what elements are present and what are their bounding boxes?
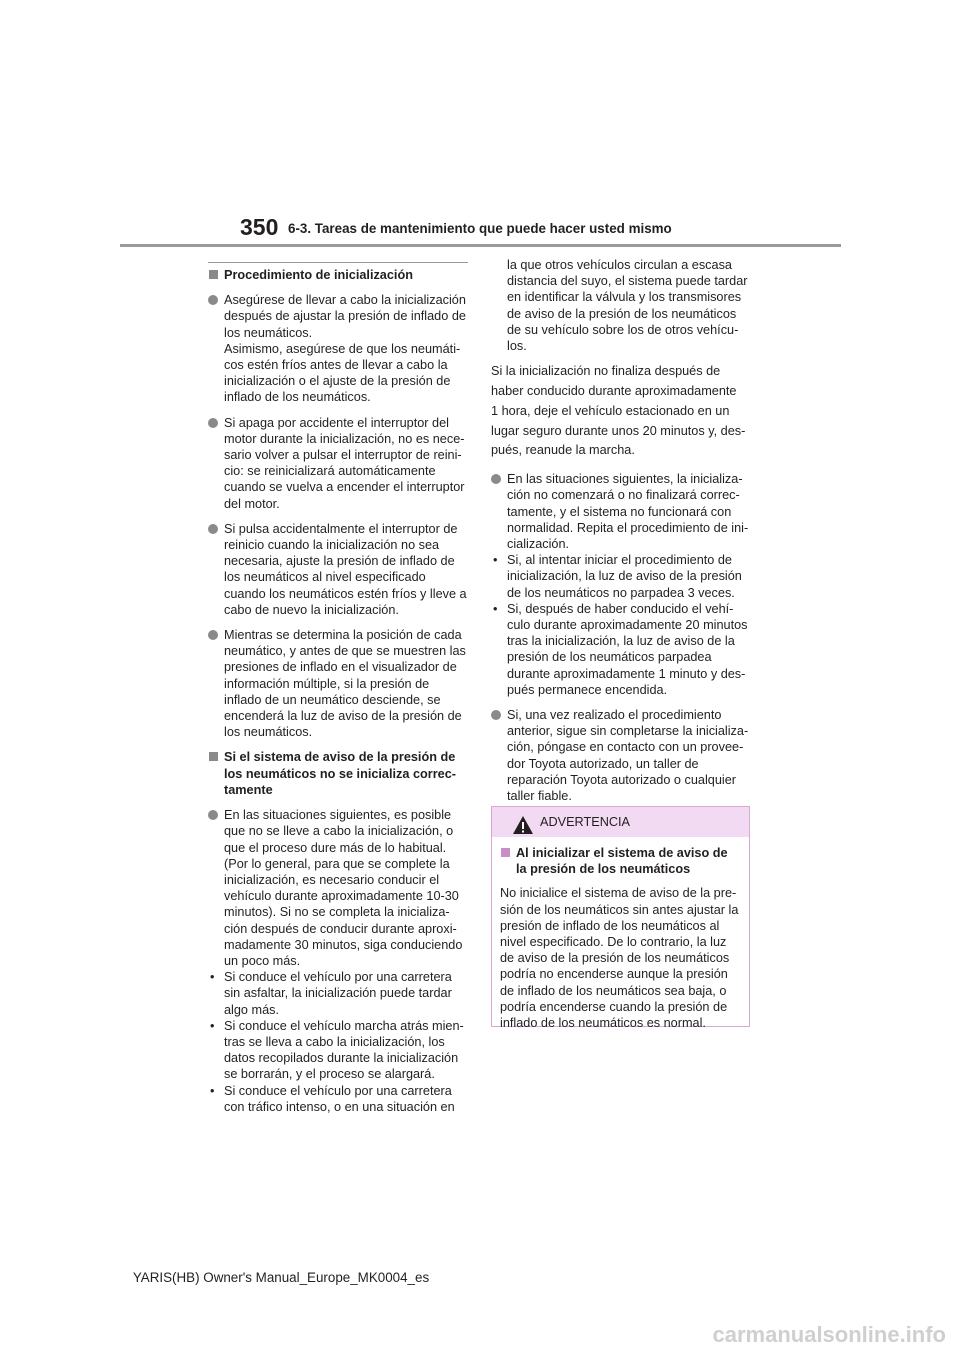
- plain-paragraph: Si la inicialización no finaliza después de haber conducido durante aproximadamente 1 hora, deje el vehículo estacionado en un lugar seguro durante unos 20 minutos y, des- pués, reanude la marcha.: [491, 364, 746, 458]
- bullet-item: Mientras se determina la posición de cada neumático, y antes de que se muestren las presiones de inflado en el visualizador de información múltiple, si la presión de inflado de un neumático desciende, se encenderá la luz de aviso de la presión de los neumáticos.: [208, 627, 470, 740]
- round-bullet-icon: [208, 418, 218, 428]
- sub-bullet-item: • Si, después de haber conducido el vehí-culo durante aproximadamente 20 minutos tras la inicialización, la luz de aviso de la presión de los neumáticos parpadea durante aproximadamente 1 minuto y des-pués permanece encendida.: [493, 601, 748, 697]
- header-rule: [120, 244, 841, 247]
- warning-title: ADVERTENCIA: [540, 815, 631, 829]
- footer-text: YARIS(HB) Owner's Manual_Europe_MK0004_es: [132, 1270, 430, 1285]
- bullet-item: En las situaciones siguientes, la inicializa-ción no comenzará o no finalizará correc-tamente, y el sistema no funcionará con normalidad. Repita el procedimiento de ini-cialización.: [491, 471, 753, 552]
- sub-bullet-item: • Si conduce el vehículo marcha atrás mien-tras se lleva a cabo la inicialización, los datos recopilados durante la inicialización se borrarán, y el proceso se alargará.: [210, 1018, 464, 1082]
- sub-bullet-item: • Si conduce el vehículo por una carretera sin asfaltar, la inicialización puede tardar algo más.: [210, 970, 452, 1017]
- round-bullet-icon: [208, 295, 218, 305]
- bullet-item: Asegúrese de llevar a cabo la inicialización después de ajustar la presión de inflado de los neumáticos. Asimismo, asegúrese de que los neumáti-cos estén fríos antes de llevar a cabo la inicialización o el ajuste de la presión de inflado de los neumáticos.: [208, 292, 470, 405]
- square-bullet-icon: [501, 848, 510, 857]
- square-bullet-icon: [209, 270, 218, 279]
- round-bullet-icon: [491, 710, 501, 720]
- round-bullet-icon: [491, 474, 501, 484]
- heading-not-initialized: Si el sistema de aviso de la presión de los neumáticos no se inicializa correc-tamente: [208, 749, 470, 798]
- bullet-item: Si, una vez realizado el procedimiento anterior, sigue sin completarse la inicializa-ción, póngase en contacto con un provee-dor Toyota autorizado, un taller de reparación Toyota autorizado o cualquier taller fiable.: [491, 707, 753, 804]
- section-title: 6-3. Tareas de mantenimiento que puede hacer usted mismo: [288, 221, 672, 236]
- bullet-item: Si apaga por accidente el interruptor del motor durante la inicialización, no es nece-sario volver a pulsar el interruptor de reini-cio: se reinicializará automáticamente cuando se vuelva a encender el interruptor del motor.: [208, 415, 470, 512]
- heading-initialization: Procedimiento de inicialización: [208, 267, 470, 283]
- warning-body: [492, 837, 749, 1031]
- bullet-item: En las situaciones siguientes, es posible que no se lleve a cabo la inicialización, o que el proceso dure más de lo habitual. (Por lo general, para que se complete la inicialización, es necesario conducir el vehículo durante aproximadamente 10-30 minutos). Si no se completa la inicializa-ción después de conducir durante aproxi-madamente 30 minutos, siga conduciendo un poco más.: [208, 807, 470, 969]
- bullet-item: Si pulsa accidentalmente el interruptor de reinicio cuando la inicialización no sea necesaria, ajuste la presión de inflado de los neumáticos al nivel especificado cuando los neumáticos estén fríos y lleve a cabo de nuevo la inicialización.: [208, 521, 470, 618]
- sub-bullet-continuation: la que otros vehículos circulan a escasa distancia del suyo, el sistema puede tardar en identificar la válvula y los transmisores de aviso de la presión de los neumáticos de su vehículo sobre los de otros vehícu-los.: [507, 258, 748, 354]
- left-column: [208, 267, 470, 1115]
- round-bullet-icon: [208, 630, 218, 640]
- watermark: carmanualsonline.info: [712, 1322, 946, 1347]
- sub-bullet-item: • Si, al intentar iniciar el procedimiento de inicialización, la luz de aviso de la presión de los neumáticos no parpadea 3 veces.: [493, 553, 742, 600]
- right-column: [491, 257, 753, 813]
- warning-text: No inicialice el sistema de aviso de la pre-sión de los neumáticos sin antes ajustar la presión de inflado de los neumáticos al nivel especificado. De lo contrario, la luz de aviso de la presión de los neumáticos podría no encenderse aunque la presión de inflado de los neumáticos sea baja, o podría encenderse cuando la presión de inflado de los neumáticos es normal.: [500, 886, 739, 1031]
- square-bullet-icon: [209, 752, 218, 761]
- column-rule: [208, 262, 468, 263]
- round-bullet-icon: [208, 524, 218, 534]
- footer: [0, 1270, 960, 1285]
- warning-header: [492, 807, 749, 837]
- warning-heading: Al inicializar el sistema de aviso de la presión de los neumáticos: [500, 845, 741, 877]
- warning-box: [491, 806, 750, 1031]
- warning-triangle-icon: [512, 815, 534, 835]
- round-bullet-icon: [208, 810, 218, 820]
- page-number: 350: [240, 214, 279, 240]
- sub-bullet-item: • Si conduce el vehículo por una carretera con tráfico intenso, o en una situación en: [210, 1083, 455, 1114]
